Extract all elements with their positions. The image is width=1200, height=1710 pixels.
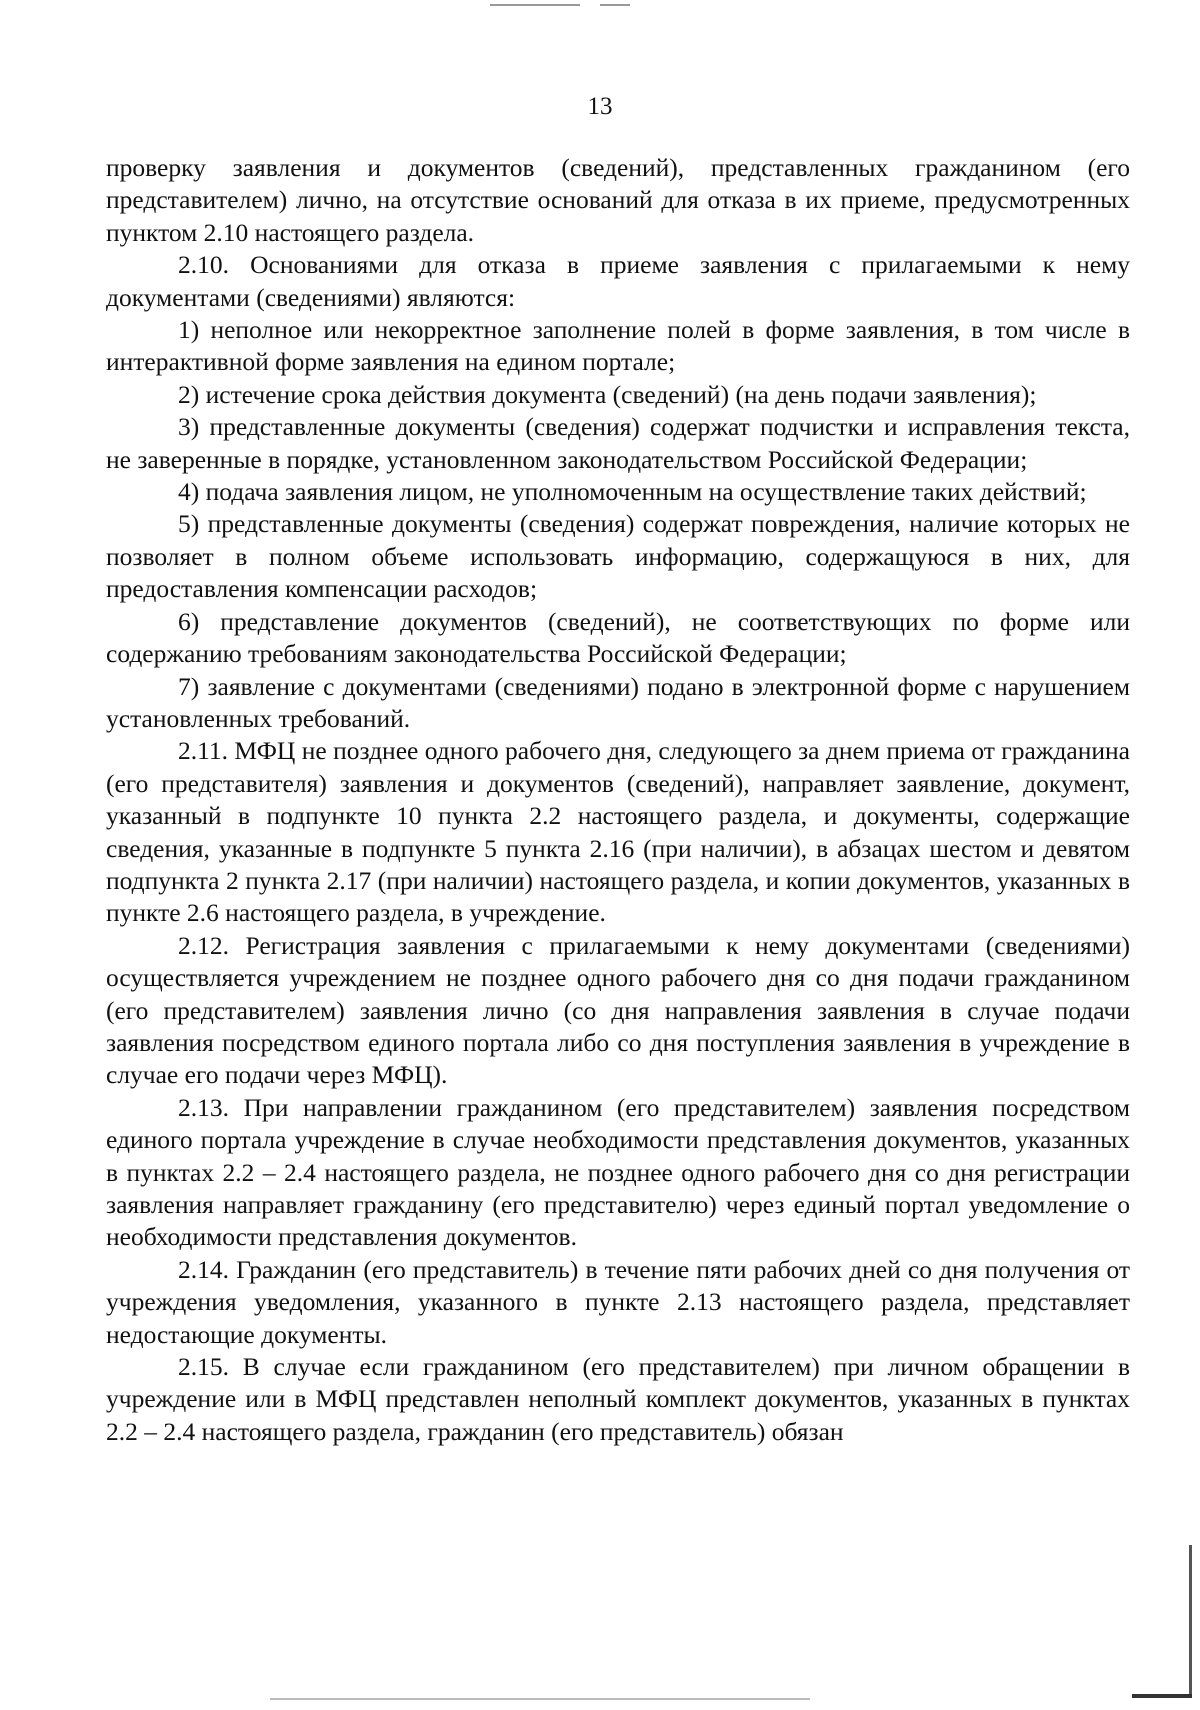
paragraph: 6) представление документов (сведений), не соответствующих по форме или содержанию требованиям законодательства Российской Федерации;	[106, 606, 1130, 669]
paragraph: 2.11. МФЦ не позднее одного рабочего дня, следующего за днем приема от гражданина (его представителя) заявления и документов (сведений), направляет заявление, документ, указанный в подпункте 10 пункта 2.2 настоящего раздела, и документы, содержащие сведения, указанные в подпункте 5 пункта 2.16 (при наличии), в абзацах шестом и девятом подпункта 2 пункта 2.17 (при наличии) настоящего раздела, и копии документов, указанных в пункте 2.6 настоящего раздела, в учреждение.	[106, 736, 1130, 928]
scan-edge-artifact	[1189, 1545, 1192, 1695]
paragraph: 4) подача заявления лицом, не уполномоченным на осуществление таких действий;	[178, 477, 1087, 507]
document-body	[106, 152, 1130, 1448]
paragraph: 2) истечение срока действия документа (сведений) (на день подачи заявления);	[178, 379, 1037, 409]
paragraph: 5) представленные документы (сведения) содержат повреждения, наличие которых не позволяет в полном объеме использовать информацию, содержащуюся в них, для предоставления компенсации расходов;	[106, 509, 1130, 604]
paragraph: проверку заявления и документов (сведений), представленных гражданином (его представителем) лично, на отсутствие оснований для отказа в их приеме, предусмотренных пунктом 2.10 настоящего раздела.	[106, 153, 1130, 247]
paragraph: 2.10. Основаниями для отказа в приеме заявления с прилагаемыми к нему документами (сведениями) являются:	[106, 250, 1130, 312]
scan-artifact	[600, 4, 630, 6]
paragraph: 1) неполное или некорректное заполнение полей в форме заявления, в том числе в интерактивной форме заявления на едином портале;	[106, 315, 1130, 377]
scan-artifact	[270, 1698, 810, 1700]
paragraph: 7) заявление с документами (сведениями) подано в электронной форме с нарушением установленных требований.	[106, 671, 1130, 733]
paragraph: 2.15. В случае если гражданином (его представителем) при личном обращении в учреждение или в МФЦ представлен неполный комплект документов, указанных в пунктах 2.2 – 2.4 настоящего раздела, гражданин (его представитель) обязан	[106, 1352, 1130, 1446]
paragraph: 2.13. При направлении гражданином (его представителем) заявления посредством единого портала учреждение в случае необходимости представления документов, указанных в пунктах 2.2 – 2.4 настоящего раздела, не позднее одного рабочего дня со дня регистрации заявления направляет гражданину (его представителю) через единый портал уведомление о необходимости представления документов.	[106, 1092, 1130, 1252]
scan-edge-artifact	[1132, 1694, 1192, 1698]
page-number: 13	[587, 93, 613, 120]
paragraph: 2.12. Регистрация заявления с прилагаемыми к нему документами (сведениями) осуществляется учреждением не позднее одного рабочего дня со дня подачи гражданином (его представителем) заявления лично (со дня направления заявления в случае подачи заявления посредством единого портала либо со дня поступления заявления в учреждение в случае его подачи через МФЦ).	[106, 930, 1130, 1090]
paragraph: 2.14. Гражданин (его представитель) в течение пяти рабочих дней со дня получения от учреждения уведомления, указанного в пункте 2.13 настоящего раздела, представляет недостающие документы.	[106, 1254, 1130, 1349]
scan-artifact	[490, 4, 580, 6]
paragraph: 3) представленные документы (сведения) содержат подчистки и исправления текста, не заверенные в порядке, установленном законодательством Российской Федерации;	[106, 412, 1130, 474]
